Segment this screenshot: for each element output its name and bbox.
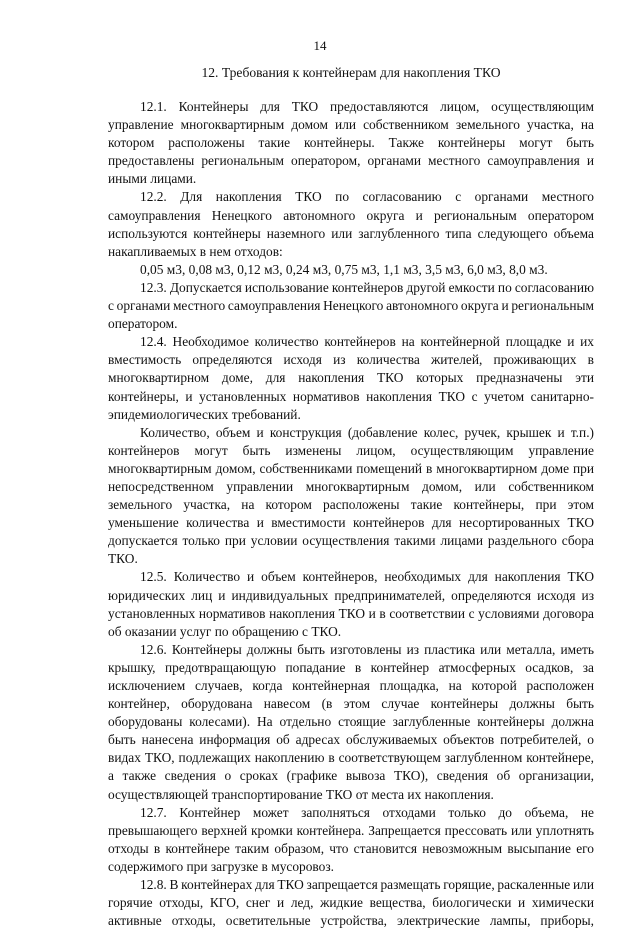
text-line: уменьшение количества и вместимости контейнеров для несортированных ТКО [108,515,594,531]
text-line: управление многоквартирным домом или собственником земельного участка, на [108,117,594,133]
text-line: 12.1. Контейнеры для ТКО предоставляются лицом, осуществляющим [140,99,594,114]
paragraph [108,424,594,569]
text-line: 12.4. Необходимое количество контейнеров на контейнерной площадке и их [140,334,594,350]
text-line: самоуправления Ненецкого автономного округа и региональным оператором [108,207,594,223]
text-line: 12.7. Контейнер может заполняться отходами только до объема, не [140,804,594,820]
paragraph [108,641,594,804]
section-title: 12. Требования к контейнерам для накопления ТКО [201,65,501,80]
text-line: оборудованы колесами). На отдельно стоящие заглубленные контейнеры должна [108,714,594,730]
text-line: эпидемиологических требований. [108,406,301,422]
text-line: котором расположены такие контейнеры. Также контейнеры могут быть [108,135,594,151]
text-line: иными лицами. [108,171,197,187]
text-line: превышающего верхней кромки контейнера. Запрещается прессовать или уплотнять [108,822,594,838]
text-line: крышку, предотвращающую попадание в контейнер атмосферных осадков, за [108,659,594,675]
paragraph [108,188,594,260]
text-line: земельного участка, на котором расположены такие контейнеры, при этом [108,497,594,513]
text-line: 12.2. Для накопления ТКО по согласованию с органами местного [140,189,594,205]
text-line: установленных нормативов накопления ТКО и в соответствии с условиями договора [108,605,594,621]
text-line: Количество, объем и конструкция (добавление колес, ручек, крышек и т.п.) [140,424,594,440]
text-line: 12.6. Контейнеры должны быть изготовлены из пластика или металла, иметь [140,641,594,657]
text-line: контейнер, оборудована навесом (в этом случае контейнеры должны быть [108,696,594,712]
text-line: непосредственном управлении многоквартирным домом, или собственником [108,478,594,494]
text-line: с органами местного самоуправления Ненецкого автономного округа и региональным [108,298,594,314]
text-line: быть нанесена информация об адресах обслуживаемых объектов потребителей, о [108,732,594,748]
text-line: используются контейнеры наземного или заглубленного типа следующего объема [108,225,594,241]
text-line: многоквартирным домом, собственниками помещений в многоквартирном доме при [108,460,594,476]
paragraph [108,804,594,876]
text-line: видах ТКО, подлежащих накоплению в соответствующем заглубленном контейнере, [108,750,594,766]
text-line: об оказании услуг по обращению с ТКО. [108,623,342,639]
text-line: предоставлены региональным оператором, органами местного самоуправления и [108,153,594,169]
text-line: осуществляющей транспортирование ТКО от места их накопления. [108,786,494,802]
page-number: 14 [313,38,327,53]
paragraph [108,333,594,423]
paragraph [108,279,594,333]
text-line: оператором. [108,316,178,332]
text-line: накапливаемых в нем отходов: [108,243,283,259]
text-line: контейнеры, и установленных нормативов накопления ТКО с учетом санитарно- [108,388,594,404]
document-body [108,98,594,930]
text-line: 12.3. Допускается использование контейнеров другой емкости по согласованию [140,279,594,295]
text-line: 12.8. В контейнерах для ТКО запрещается размещать горящие, раскаленные или [140,877,594,893]
paragraph [108,876,594,930]
text-line: активные отходы, осветительные устройства, электрические лампы, приборы, [108,913,594,929]
text-line: многоквартирном доме, для накопления ТКО которых предназначены эти [108,370,594,386]
text-line: горячие отходы, КГО, снег и лед, жидкие вещества, биологически и химически [108,895,594,911]
paragraph [108,261,594,279]
text-line: 0,05 м3, 0,08 м3, 0,12 м3, 0,24 м3, 0,75 м3, 1,1 м3, 3,5 м3, 6,0 м3, 8,0 м3. [140,261,548,277]
text-line: а также сведения о сроках (графике вывоза ТКО), сведения об организации, [108,768,594,784]
paragraph [108,98,594,188]
text-line: исключением случаев, когда контейнерная площадка, на которой расположен [108,678,594,693]
text-line: отходы в контейнере таким образом, что становится невозможным высыпание его [108,840,594,856]
text-line: контейнеров могут быть изменены лицом, осуществляющим управление [108,442,594,458]
text-line: юридических лиц и индивидуальных предпринимателей, определяются исходя из [108,587,594,603]
text-line: содержимого при загрузке в мусоровоз. [108,858,334,874]
text-line: вместимость определяются исходя из количества жителей, проживающих в [108,352,594,368]
paragraph [108,568,594,640]
text-line: ТКО. [108,551,138,567]
text-line: допускается только при условии осуществления такими лицами раздельного сбора [108,533,594,549]
text-line: 12.5. Количество и объем контейнеров, необходимых для накопления ТКО [140,569,594,585]
